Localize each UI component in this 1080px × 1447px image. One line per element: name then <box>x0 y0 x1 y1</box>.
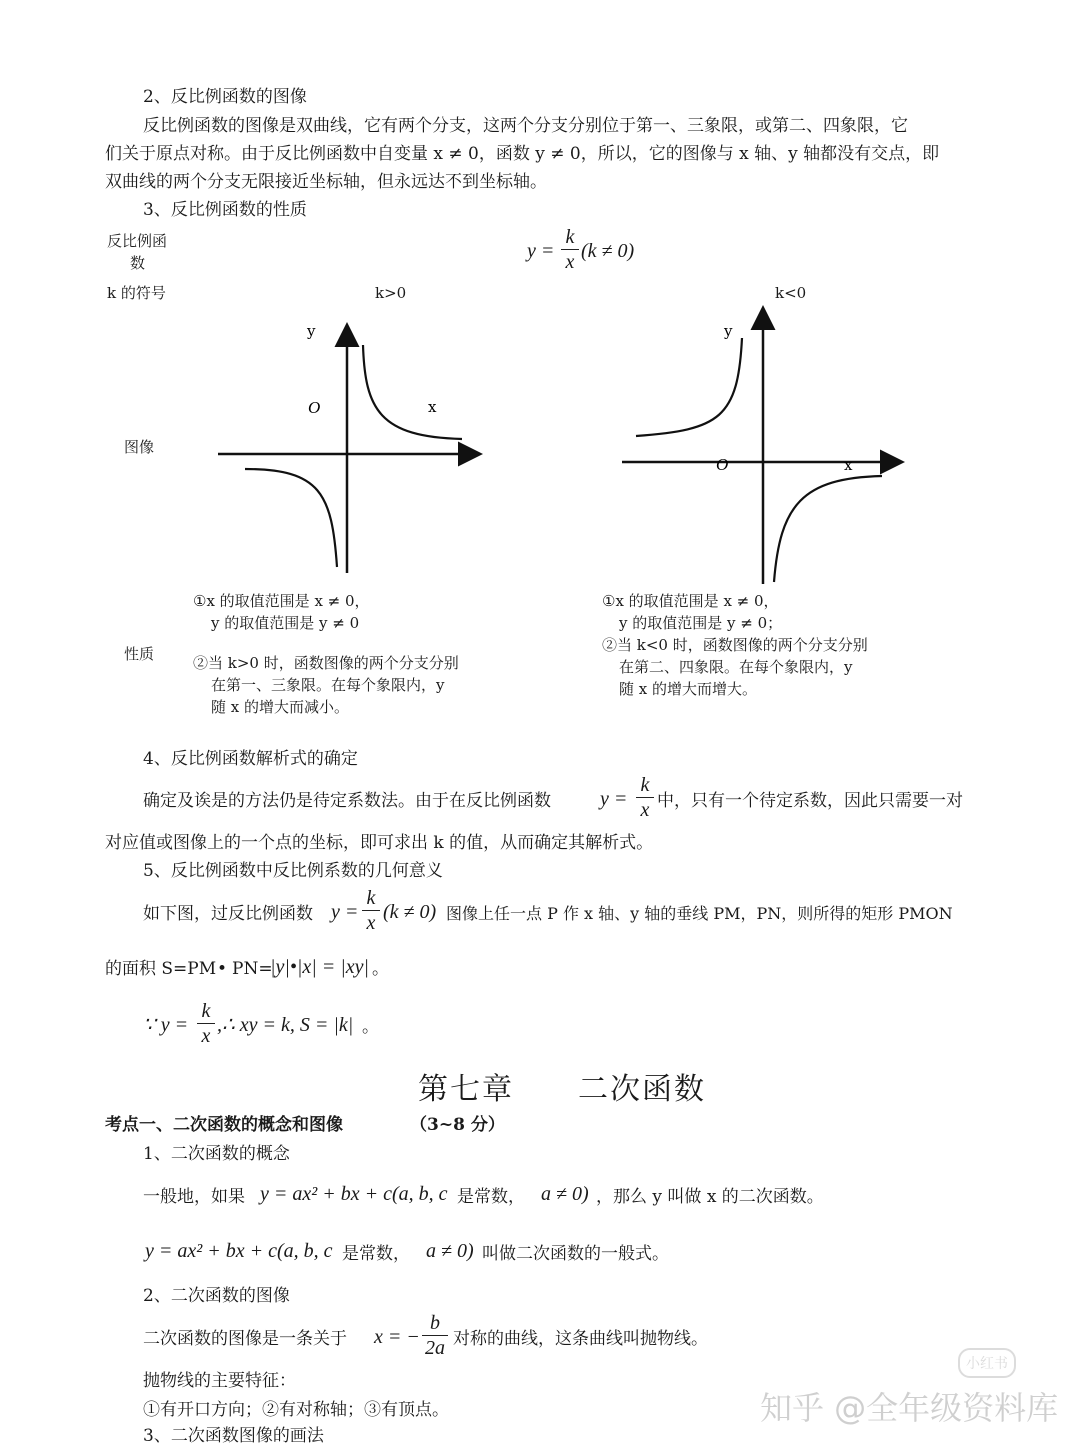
subsection-heading-1: 1、二次函数的概念 <box>143 1144 290 1164</box>
row-label-sign: k 的符号 <box>107 284 166 302</box>
inline-condition: a ≠ 0) <box>541 1183 589 1205</box>
hyperbola-graph-k-negative <box>620 300 910 590</box>
punctuation: 。 <box>372 959 389 979</box>
section-heading-5: 5、反比例函数中反比例系数的几何意义 <box>143 861 443 881</box>
paragraph-line: 是常数， <box>342 1244 410 1264</box>
inline-fraction <box>197 1000 215 1047</box>
x-axis-label: x <box>428 398 437 416</box>
property-line: y 的取值范围是 y ≠ 0 <box>211 614 360 632</box>
inline-fraction <box>362 887 380 934</box>
section-heading-3: 3、反比例函数的性质 <box>143 200 307 220</box>
formula-numerator: k <box>565 226 575 248</box>
fraction-denominator: x <box>201 1025 211 1047</box>
fraction-numerator: k <box>366 887 376 909</box>
paragraph-line: 确定及诶是的方法仍是待定系数法。由于在反比例函数 <box>143 791 551 811</box>
hyperbola-branch-q4 <box>774 476 882 582</box>
inline-fraction <box>636 774 654 821</box>
paragraph-line: 图像上任一点 P 作 x 轴、y 轴的垂线 PM，PN，则所得的矩形 PMON <box>446 904 953 923</box>
fraction-bar <box>362 910 380 911</box>
y-axis-label: y <box>307 322 316 340</box>
bullet-dot: • <box>217 959 228 979</box>
paragraph-line: ，那么 y 叫做 x 的二次函数。 <box>596 1187 824 1207</box>
paragraph-line: PN= <box>232 959 273 979</box>
because-formula: ∵ y = <box>143 1014 189 1036</box>
quadratic-formula: y = ax² + bx + c(a, b, c <box>260 1183 448 1205</box>
fraction-bar <box>422 1335 448 1336</box>
xiaohongshu-badge: 小红书 <box>958 1348 1016 1378</box>
paragraph-line: 二次函数的图像是一条关于 <box>143 1329 347 1349</box>
section-heading-4: 4、反比例函数解析式的确定 <box>143 749 358 769</box>
y-axis-label: y <box>724 322 733 340</box>
paragraph-line: 中，只有一个待定系数，因此只需要一对 <box>657 791 963 811</box>
formula-denominator: x <box>565 251 575 273</box>
row-label-properties: 性质 <box>124 645 155 663</box>
punctuation: 。 <box>362 1017 379 1037</box>
property-line: 随 x 的增大而减小。 <box>211 698 349 716</box>
inline-condition: (k ≠ 0) <box>383 901 437 923</box>
fraction-numerator: k <box>640 774 650 796</box>
property-line: 在第一、三象限。在每个象限内，y <box>211 676 445 694</box>
fraction-bar <box>636 797 654 798</box>
fraction-denominator: 2a <box>425 1337 445 1359</box>
paragraph-line: 抛物线的主要特征： <box>143 1371 296 1391</box>
key-point-heading: 考点一、二次函数的概念和图像 <box>105 1115 343 1135</box>
origin-label: O <box>308 398 321 417</box>
formula-condition: (k ≠ 0) <box>581 240 635 262</box>
sign-positive: k>0 <box>375 284 407 302</box>
x-axis-label: x <box>844 456 853 474</box>
section-heading-2: 2、反比例函数的图像 <box>143 87 307 107</box>
paragraph-line: 一般地，如果 <box>143 1187 245 1207</box>
paragraph-line: 是常数， <box>457 1187 525 1207</box>
property-line: y 的取值范围是 y ≠ 0； <box>619 614 783 632</box>
hyperbola-branch-q3 <box>245 469 337 567</box>
fraction-numerator: k <box>201 1000 211 1022</box>
hyperbola-branch-q2 <box>636 338 742 436</box>
origin-label: O <box>716 455 729 474</box>
property-line: 随 x 的增大而增大。 <box>619 680 757 698</box>
row-label-graph: 图像 <box>124 438 155 456</box>
paragraph-line: 们关于原点对称。由于反比例函数中自变量 x ≠ 0，函数 y ≠ 0，所以，它的图像与 x 轴、y 轴都没有交点，即 <box>105 144 940 164</box>
subsection-heading-2: 2、二次函数的图像 <box>143 1286 290 1306</box>
paragraph-line: 对应值或图像上的一个点的坐标，即可求出 k 的值，从而确定其解析式。 <box>105 833 654 853</box>
inline-formula-y: y = <box>331 901 359 923</box>
row-label-function-cont: 数 <box>130 254 146 272</box>
key-point-score: （3~8 分） <box>410 1115 505 1135</box>
zhihu-watermark: 知乎 @全年级资料库 <box>760 1389 1059 1427</box>
subsection-heading-3: 3、二次函数图像的画法 <box>143 1426 324 1446</box>
fraction-numerator: b <box>430 1312 440 1334</box>
property-line: ①x 的取值范围是 x ≠ 0， <box>193 592 370 610</box>
paragraph-line: 反比例函数的图像是双曲线，它有两个分支，这两个分支分别位于第一、三象限，或第二、四象限，它 <box>143 116 908 136</box>
row-label-function: 反比例函 <box>107 232 168 250</box>
chapter-title: 第七章 二次函数 <box>418 1072 706 1107</box>
property-line: ②当 k>0 时，函数图像的两个分支分别 <box>193 654 459 672</box>
inline-fraction <box>422 1312 448 1359</box>
formula-y: y = <box>527 240 555 262</box>
fraction-bar <box>561 249 579 250</box>
hyperbola-branch-q1 <box>363 345 462 439</box>
hyperbola-graph-k-positive <box>210 315 490 585</box>
area-formula: |y|•|x| = |xy| <box>270 956 369 978</box>
paragraph-line: 对称的曲线，这条曲线叫抛物线。 <box>453 1329 708 1349</box>
paragraph-line: 双曲线的两个分支无限接近坐标轴，但永远达不到坐标轴。 <box>105 172 547 192</box>
sign-negative: k<0 <box>775 284 807 302</box>
paragraph-line: 叫做二次函数的一般式。 <box>482 1244 669 1264</box>
fraction-denominator: x <box>366 912 376 934</box>
quadratic-formula: y = ax² + bx + c(a, b, c <box>145 1240 333 1262</box>
therefore-formula: ,∴ xy = k, S = |k| <box>217 1014 354 1036</box>
formula-fraction <box>561 226 579 273</box>
paragraph-line: 的面积 S=PM <box>105 959 217 979</box>
inline-formula-y: y = <box>600 788 628 810</box>
property-line: ①x 的取值范围是 x ≠ 0， <box>602 592 779 610</box>
paragraph-line: ①有开口方向；②有对称轴；③有顶点。 <box>143 1400 449 1420</box>
fraction-bar <box>197 1023 215 1024</box>
property-line: ②当 k<0 时，函数图像的两个分支分别 <box>602 636 868 654</box>
inline-condition: a ≠ 0) <box>426 1240 474 1262</box>
property-line: 在第二、四象限。在每个象限内，y <box>619 658 853 676</box>
paragraph-line: 如下图，过反比例函数 <box>143 904 313 924</box>
fraction-denominator: x <box>640 799 650 821</box>
axis-formula: x = − <box>374 1326 420 1348</box>
